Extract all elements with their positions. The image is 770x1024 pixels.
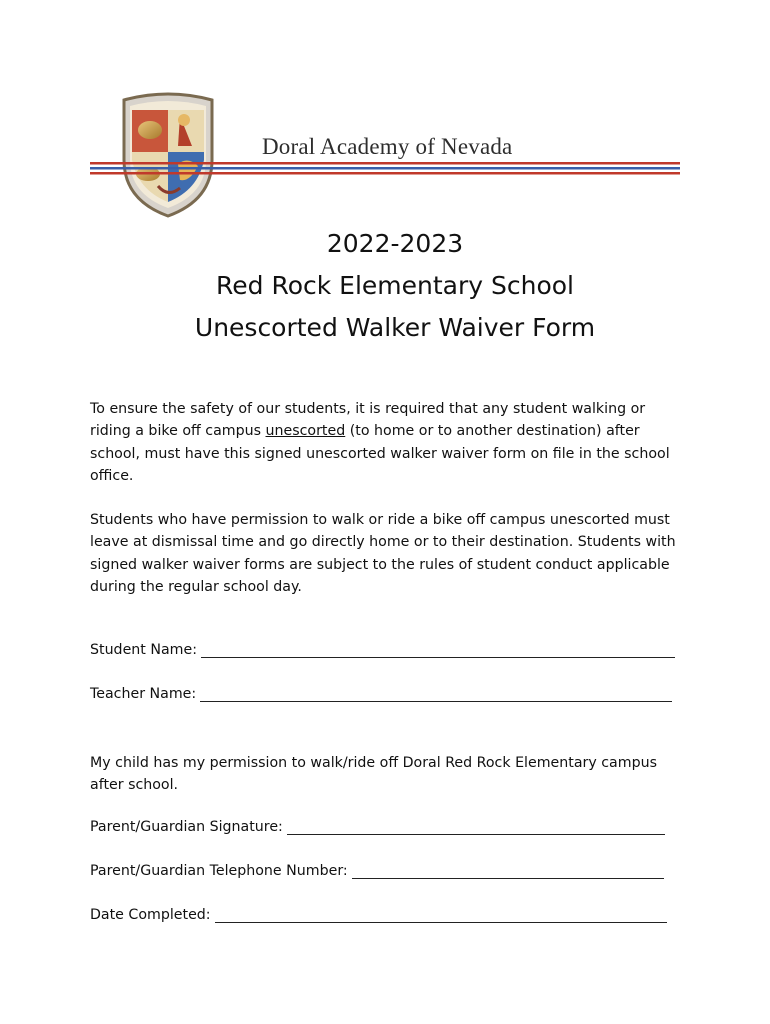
school-crest-logo: [118, 90, 218, 218]
form-title: [0, 223, 770, 349]
signature-line[interactable]: [287, 820, 665, 835]
signature-label: Parent/Guardian Signature:: [90, 819, 283, 835]
telephone-row: [90, 863, 664, 879]
student-name-label: Student Name:: [90, 642, 197, 658]
title-form-name: Unescorted Walker Waiver Form: [194, 313, 596, 342]
student-name-row: [90, 642, 675, 658]
telephone-line[interactable]: [352, 864, 664, 879]
teacher-name-line[interactable]: [200, 687, 672, 702]
teacher-name-row: [90, 686, 672, 702]
intro-paragraph: [90, 398, 690, 487]
intro-text-end: (to home or to another destination) after school, must have this signed unescorted walker waiver form on file in the school office.: [90, 423, 670, 484]
permission-statement: My child has my permission to walk/ride off Doral Red Rock Elementary campus after school.: [90, 755, 657, 794]
title-year: 2022-2023: [326, 229, 464, 258]
rules-paragraph: Students who have permission to walk or ride a bike off campus unescorted must leave at dismissal time and go directly home or to their destination. Students with signed walker waiver forms are subject to the rules of student conduct applicable during the regular school day.: [90, 512, 676, 595]
teacher-name-label: Teacher Name:: [90, 686, 197, 702]
header-rules: [90, 162, 680, 176]
school-name: Doral Academy of Nevada: [262, 134, 513, 159]
signature-row: [90, 819, 665, 835]
telephone-label: Parent/Guardian Telephone Number:: [90, 863, 348, 879]
date-row: [90, 907, 667, 923]
date-label: Date Completed:: [90, 907, 211, 923]
student-name-line[interactable]: [201, 643, 675, 658]
intro-underlined-word: unescorted: [265, 423, 346, 440]
intro-text-start: To ensure the safety of our students, it is required that any student walking or riding a bike off campus: [90, 401, 646, 440]
title-school: Red Rock Elementary School: [216, 271, 574, 300]
date-line[interactable]: [215, 908, 667, 923]
